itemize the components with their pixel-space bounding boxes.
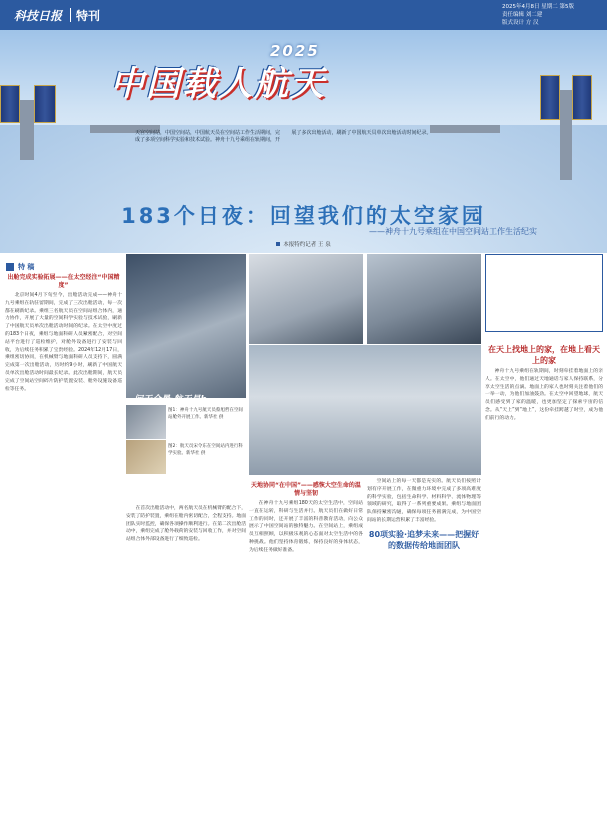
space-station-module	[560, 90, 572, 180]
article-paragraph: 在首次出舱活动中，两名航天员在机械臂的配合下，安装了防护装置，乘组在舱内密切配合，全程支持。地面团队实时监控，确保各项操作顺利进行。在第二次出舱活动中，乘组完成了舱外载荷的安装与回收工作，并对空间站组合体外部设备进行了细致巡检。	[126, 506, 246, 543]
article-column-2	[126, 505, 246, 824]
feature-label	[6, 262, 34, 272]
photo-caption-1: 图1：神舟十九号航天员蔡旭哲在空间站舱外开展工作。新华社 供	[168, 408, 243, 420]
masthead-divider	[70, 8, 71, 22]
newspaper-logo: 科技日报	[14, 9, 63, 23]
solar-panel	[0, 85, 20, 123]
solar-panel	[572, 75, 592, 120]
article-column-1	[5, 252, 122, 824]
space-station-module	[430, 125, 500, 133]
sidebar-box	[485, 254, 603, 332]
feature-marker	[6, 263, 14, 271]
hero-caption: 天宫空间站，中国空间站，中国航天员在空间站工作生活期间，完成了多项空间科学实验和技术试验。神舟十九号乘组在轨期间，开展了多次出舱活动，刷新了中国航天员单次出舱活动时间纪录。	[135, 130, 432, 143]
masthead-bar	[0, 0, 607, 30]
byline	[0, 240, 607, 248]
hero-year: 2025	[270, 42, 320, 60]
hero-title: 中国载人航天	[110, 64, 326, 104]
main-headline: 183个日夜：回望我们的太空家园	[121, 204, 486, 228]
byline-marker	[276, 242, 280, 246]
article-column-4	[367, 478, 481, 824]
article-paragraph: 神舟十九号乘组在轨期间，时刻牵挂着地面上的亲人。在太空中，他们通过天地通话与家人保持联系，分享太空生活的点滴。地面上的家人也时刻关注着他们的一举一动，为他们加油鼓劲。在太空中回望地球，航天员们感受到了家的温暖，也更加坚定了探索宇宙的信念。从“天上”到“地上”，这份牵挂跨越了时空，成为他们前行的动力。	[485, 369, 603, 421]
article-paragraph: 北京时间4月下旬至今，出舱活动完成——神舟十九号乘组在轨驻留期间，完成了三次出舱活动，每一次都在刷新纪录。乘组三名航天员在空间站组合体内，通力协作，开展了大量的空间科学实验与技术试验，刷新了中国航天员单次出舱活动时间的纪录。在太空中度过的183个日夜，乘组与地面科研人员紧密配合，对空间站平台进行了巡检维护，对舱外设备进行了安装与回收，为后续任务积累了宝贵经验。2024年12月17日，乘组密切协同，在机械臂与地面科研人员支持下，圆满完成第一次出舱活动，历时约9小时，刷新了中国航天员单次出舱活动时间最长纪录。此次出舱期间，航天员完成了空间站空间碎片防护装置安装、舱外设施设备巡检等任务。	[5, 293, 122, 392]
article-paragraph: 空间站上的每一天都是充实的。航天员们按照计划有序开展工作，在微重力环境中完成了多项高难度的科学实验，包括生命科学、材料科学、流体物理等领域的研究，取得了一系列重要成果。乘组与地面团队保持紧密沟通，确保每项任务圆满完成，为中国空间站的长期运营积累了丰富经验。	[367, 479, 481, 523]
astronaut-photo-1	[126, 405, 166, 439]
photo-label: 问天全景·航天员b	[134, 395, 207, 405]
space-station-module	[20, 100, 34, 160]
article-column-5	[485, 340, 603, 824]
byline-text: 本报特约记者 王 泉	[283, 242, 331, 248]
astronaut-photo-2	[126, 440, 166, 474]
issue-designer: 版式设计 方 汉	[502, 20, 539, 26]
section-heading-1: 出舱完成实验拓展——在太空经注“中国精度”	[7, 274, 120, 289]
issue-date: 2025年4月8日 星期二 第5版	[502, 4, 574, 10]
solar-panel	[540, 75, 560, 120]
issue-info	[502, 3, 597, 27]
subheadline: ——神舟十九号乘组在中国空间站工作生活纪实	[369, 227, 537, 236]
special-edition-label: 特刊	[76, 9, 101, 23]
section-heading-4: 在天上找地上的家，在地上看天上的家	[488, 345, 600, 365]
article-column-3	[249, 478, 363, 824]
astronaut-eva-photo	[126, 254, 246, 398]
article-paragraph: 在神舟十九号乘组180天的太空生活中，空间站一直在运转，科研与生活并行。航天员们在做好日常工作的同时，还开展了丰富的科普教育活动，向公众展示了中国空间站的独特魅力。在空间站上，乘组成员互相照顾，以积极乐观的心态面对太空生活中的各种挑战。他们坚持体育锻炼，保持良好的身体状态，为后续任务做好准备。	[249, 501, 363, 553]
issue-editor: 责任编辑 刘二建	[502, 12, 543, 18]
solar-panel	[34, 85, 56, 123]
section-heading-2: 天地协同“在中国”——感恢大空生命的温情与坚韧	[251, 482, 361, 497]
photo-caption-2: 图2：航天员宋令东在空间站内进行科学实验。新华社 供	[168, 444, 243, 456]
station-exterior-photo	[367, 254, 481, 344]
section-heading-3: 80项实验·追梦未来——把握好的数据传给地面团队	[368, 529, 480, 550]
station-robotic-arm-photo	[249, 254, 363, 344]
station-interior-photo	[249, 345, 481, 475]
feature-label-text: 特 稿	[18, 263, 35, 271]
